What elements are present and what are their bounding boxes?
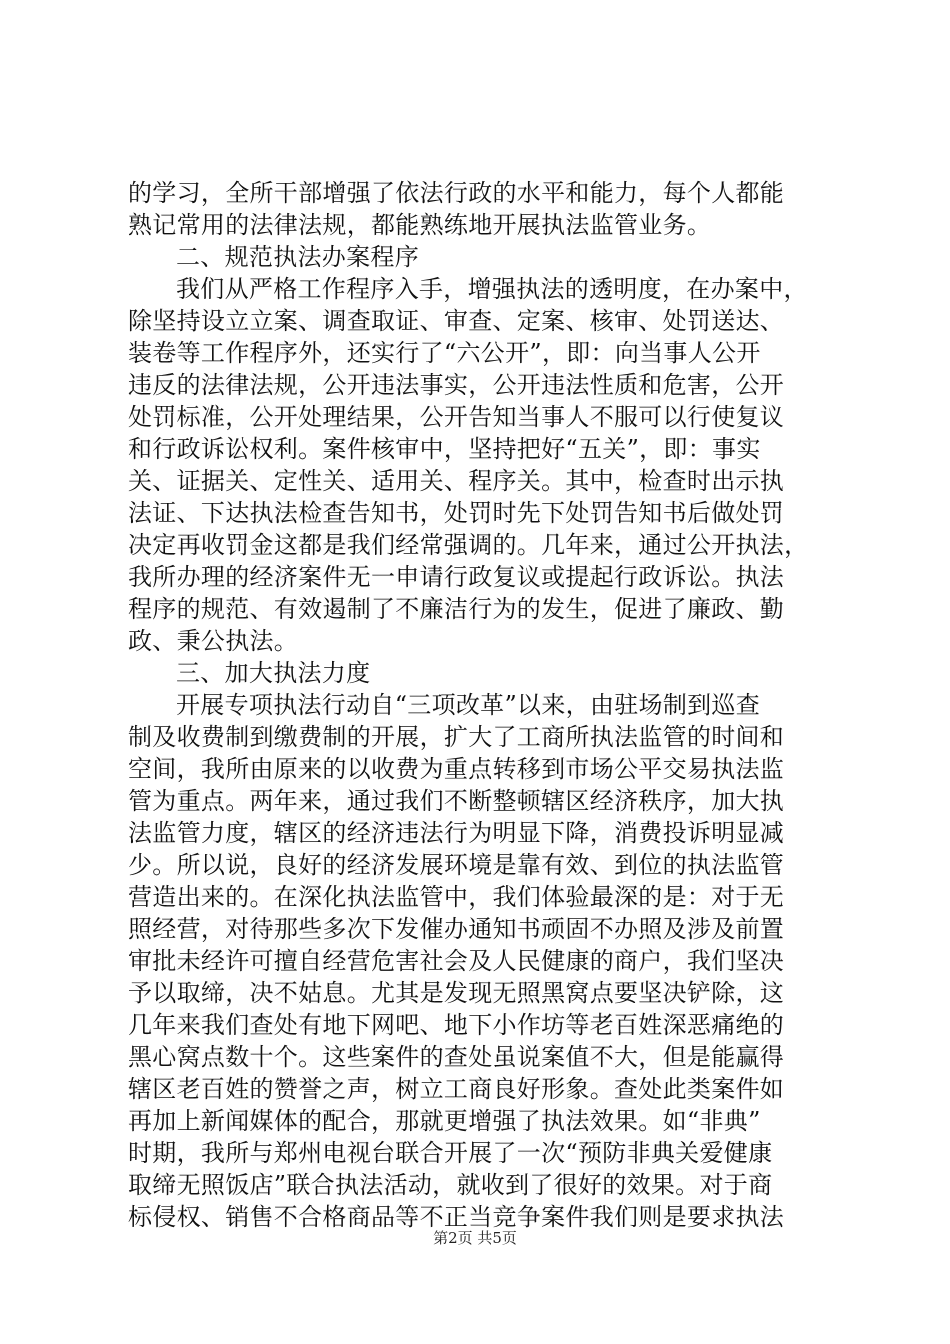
text-line: 标侵权、销售不合格商品等不正当竞争案件我们则是要求执法 — [128, 1203, 785, 1231]
text-line: 除坚持设立立案、调查取证、审查、定案、核审、处罚送达、 — [128, 307, 785, 335]
text-line: 违反的法律法规，公开违法事实，公开违法性质和危害，公开 — [128, 371, 785, 399]
text-line: 关、证据关、定性关、适用关、程序关。其中，检查时出示执 — [128, 467, 785, 495]
text-line: 熟记常用的法律法规，都能熟练地开展执法监管业务。 — [128, 211, 712, 239]
text-line: 照经营，对待那些多次下发催办通知书顽固不办照及涉及前置 — [128, 915, 785, 943]
text-line: 和行政诉讼权利。案件核审中，坚持把好“五关”，即：事实 — [128, 435, 761, 463]
text-line: 制及收费制到缴费制的开展，扩大了工商所执法监管的时间和 — [128, 723, 785, 751]
text-line: 决定再收罚金这都是我们经常强调的。几年来，通过公开执法， — [128, 531, 809, 559]
text-line: 辖区老百姓的赞誉之声，树立工商良好形象。查处此类案件如 — [128, 1075, 785, 1103]
text-line: 管为重点。两年来，通过我们不断整顿辖区经济秩序，加大执 — [128, 787, 785, 815]
text-line: 再加上新闻媒体的配合，那就更增强了执法效果。如“非典” — [128, 1107, 761, 1135]
text-line: 营造出来的。在深化执法监管中，我们体验最深的是：对于无 — [128, 883, 785, 911]
paragraph-start: 开展专项执法行动自“三项改革”以来，由驻场制到巡查 — [176, 691, 761, 719]
text-line: 空间，我所由原来的以收费为重点转移到市场公平交易执法监 — [128, 755, 785, 783]
text-line: 取缔无照饭店”联合执法活动，就收到了很好的效果。对于商 — [128, 1171, 773, 1199]
section-heading: 三、加大执法力度 — [176, 659, 371, 687]
text-line: 我所办理的经济案件无一申请行政复议或提起行政诉讼。执法 — [128, 563, 785, 591]
text-line: 几年来我们查处有地下网吧、地下小作坊等老百姓深恶痛绝的 — [128, 1011, 785, 1039]
paragraph-start: 我们从严格工作程序入手，增强执法的透明度，在办案中， — [176, 275, 808, 303]
text-line: 予以取缔，决不姑息。尤其是发现无照黑窝点要坚决铲除，这 — [128, 979, 785, 1007]
page-number-footer: 第2页 共5页 — [433, 1229, 517, 1247]
text-line: 黑心窝点数十个。这些案件的查处虽说案值不大，但是能赢得 — [128, 1043, 785, 1071]
text-line: 审批未经许可擅自经营危害社会及人民健康的商户，我们坚决 — [128, 947, 785, 975]
text-line: 少。所以说，良好的经济发展环境是靠有效、到位的执法监管 — [128, 851, 785, 879]
text-line: 处罚标准，公开处理结果，公开告知当事人不服可以行使复议 — [128, 403, 785, 431]
text-line: 装卷等工作程序外，还实行了“六公开”，即：向当事人公开 — [128, 339, 761, 367]
text-line: 程序的规范、有效遏制了不廉洁行为的发生，促进了廉政、勤 — [128, 595, 785, 623]
text-line: 的学习，全所干部增强了依法行政的水平和能力，每个人都能 — [128, 179, 785, 207]
text-line: 时期，我所与郑州电视台联合开展了一次“预防非典关爱健康 — [128, 1139, 773, 1167]
text-line: 法监管力度，辖区的经济违法行为明显下降，消费投诉明显减 — [128, 819, 785, 847]
text-line: 政、秉公执法。 — [128, 627, 299, 655]
section-heading: 二、规范执法办案程序 — [176, 243, 419, 271]
text-line: 法证、下达执法检查告知书，处罚时先下处罚告知书后做处罚 — [128, 499, 785, 527]
